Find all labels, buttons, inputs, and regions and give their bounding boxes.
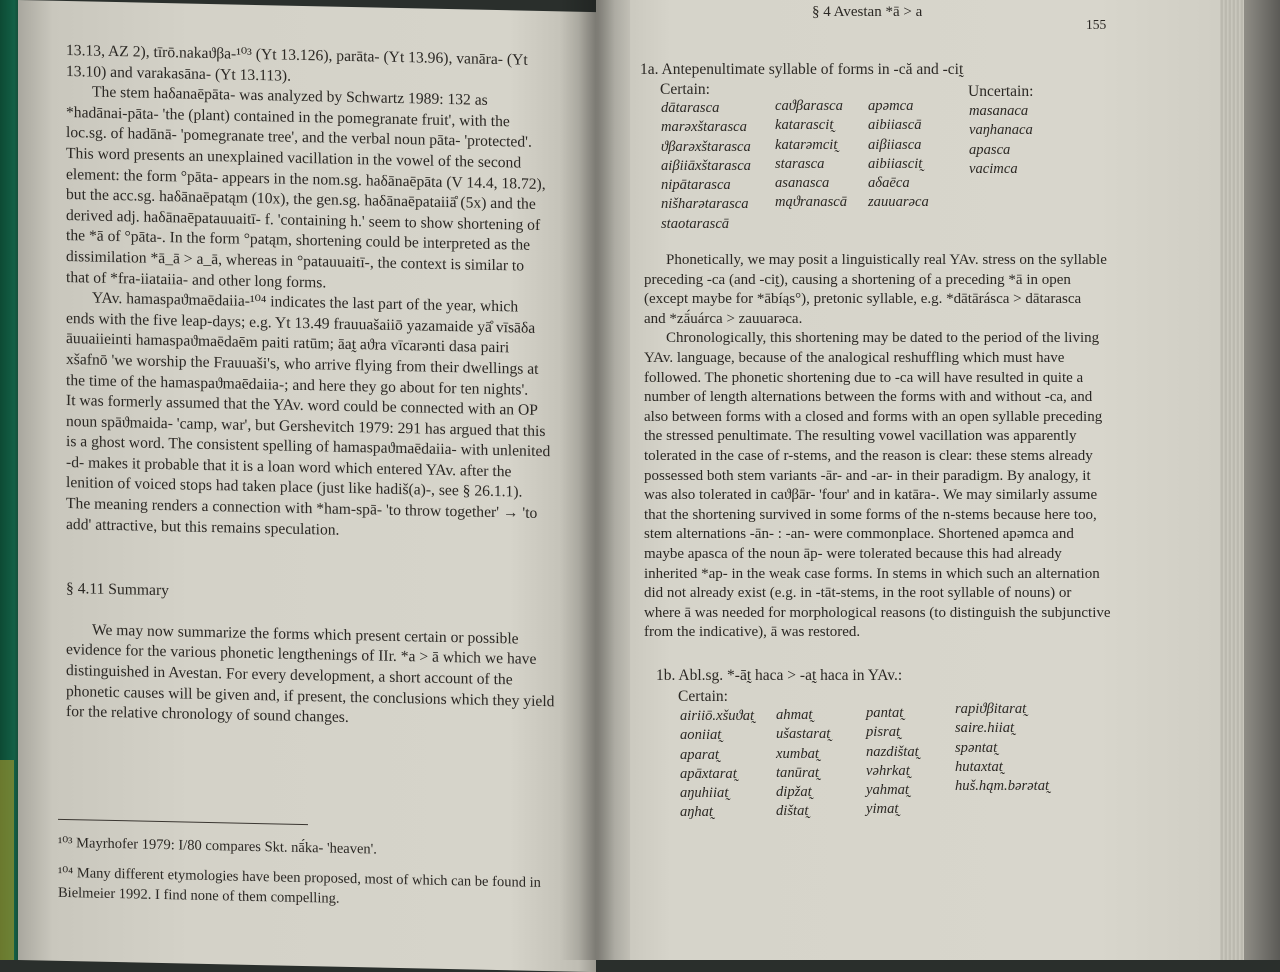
text-line: derived adj. haδānaēpatauuaitī- f. 'containing h.' seem to show shortening of	[66, 206, 541, 234]
text-line: phonetic causes will be given and, if present, the conclusions which they yield	[66, 682, 555, 710]
ablative-list-col3	[866, 704, 919, 820]
text-line: element: the form °pāta- appears in the nom.sg. haδānaēpāta (V 14.4, 18.72),	[66, 165, 546, 193]
word-form: nišharətarasca	[661, 196, 749, 213]
word-form: pantat̰	[866, 705, 904, 721]
certain-list-col2	[775, 97, 847, 213]
text-line: 13.10) and varakasāna- (Yt 13.113).	[66, 62, 292, 85]
word-form: apāxtarat̰	[680, 765, 737, 782]
word-form: ahmat̰	[776, 707, 813, 723]
page-number: 155	[1086, 17, 1107, 32]
text-line: We may now summarize the forms which present certain or possible	[92, 621, 519, 648]
text-line: number of length alternations between the forms with and without -ca, and	[644, 389, 1093, 406]
word-form: apəmca	[868, 98, 914, 114]
footnote-rule	[58, 819, 308, 825]
word-form: ϑβarəxštarasca	[661, 138, 751, 155]
running-head: § 4 Avestan *ā > a	[812, 4, 923, 20]
section-heading: § 4.11 Summary	[66, 580, 169, 600]
text-line: xšafnō 'we worship the Frauuaši's, who arrive flying from their dwellings at	[66, 350, 539, 378]
text-line: noun spāϑmaida- 'camp, war', but Gershevitch 1979: 291 has argued that this	[66, 412, 546, 440]
ablative-list-col1	[680, 707, 754, 823]
text-line: YAv. hamaspaϑmaēdaiia-¹⁰⁴ indicates the last part of the year, which	[92, 289, 519, 316]
certain-list-col1	[661, 99, 751, 234]
text-line: *hadānai-pāta- 'the (plant) contained in the pomegranate fruit', with the	[66, 103, 510, 131]
word-form: nazdištat̰	[866, 743, 919, 760]
word-form: pisrat̰	[866, 724, 901, 741]
word-form: dipžat̰	[776, 784, 812, 801]
ablative-list-col2	[776, 706, 830, 822]
text-line: tolerated in the case of r-stems, and the reason is clear: these stems already	[644, 447, 1093, 464]
text-line: This word presents an unexplained vacillation in the vowel of the second	[66, 144, 522, 172]
uncertain-list	[969, 102, 1033, 179]
text-line: ends with the five leap-days; e.g. Yt 13.49 frauuašaiiō yazamaide yā̊ vīsāδa	[66, 309, 536, 337]
word-form: aŋuhiiat̰	[680, 785, 729, 802]
text-line: the *ā of °pāta-. In the form °patąm, shortening could be interpreted as the	[66, 227, 531, 255]
text-line: that of *fra-iiataiia- and other long forms.	[66, 268, 327, 291]
word-form: airiiō.xšuϑat̰	[680, 708, 755, 724]
left-page	[18, 0, 596, 972]
uncertain-label: Uncertain:	[968, 83, 1034, 100]
word-form: mąϑranascā	[775, 194, 848, 211]
text-line: evidence for the various phonetic lengthenings of IIr. *a > ā which we have	[66, 641, 537, 669]
footnote-103: ¹⁰³ Mayrhofer 1979: I/80 compares Skt. nā́ka- 'heaven'.	[58, 834, 377, 858]
certain-label: Certain:	[660, 81, 710, 98]
word-form: dištat̰	[776, 803, 809, 820]
word-form: staotarascā	[661, 215, 730, 232]
text-line: It was formerly assumed that the YAv. word could be connected with an OP	[66, 392, 538, 419]
word-form: huš.hąm.bərətat̰	[955, 778, 1050, 795]
page-stack-edge	[1220, 0, 1280, 960]
text-line: that the shortening survived in some forms of the n-stems because here too,	[644, 506, 1097, 523]
text-line: stem alternations -ān- : -an- were commonplace. Shortened apəmca and	[644, 526, 1074, 543]
text-line: but the acc.sg. haδānaēpatąm (10x), the gen.sg. haδānaēpataiiā̊ (5x) and the	[66, 186, 536, 214]
text-line: loc.sg. of hadānā- 'pomegranate tree', and the verbal noun pāta- 'protected'.	[66, 124, 532, 152]
footnote-104-line: ¹⁰⁴ Many different etymologies have been proposed, most of which can be found in	[58, 864, 541, 891]
paragraph-phonetics	[644, 251, 1124, 643]
word-form: asanasca	[775, 175, 830, 192]
text-line: the stressed penultimate. The resulting vowel vacillation was apparently	[644, 428, 1077, 445]
text-line: did not already exist (e.g. in -tāt-stems, in the root syllable of nouns) or	[644, 585, 1072, 602]
word-form: xumbat̰	[776, 745, 819, 762]
word-form: tanūrat̰	[776, 764, 819, 781]
word-form: katarəmcit̰	[775, 136, 838, 153]
text-line: add' attractive, but this remains speculation.	[66, 515, 340, 539]
text-line: The stem haδanaēpāta- was analyzed by Schwartz 1989: 132 as	[92, 83, 488, 110]
word-form: rapiϑβitarat̰	[955, 701, 1027, 717]
word-form: aibiiascit̰	[868, 155, 923, 172]
word-form: dātarasca	[661, 100, 720, 116]
text-line: was also tolerated in caϑβār- 'four' and in katāra-. We may similarly assume	[644, 487, 1098, 504]
certain-label-1b: Certain:	[678, 688, 728, 705]
text-line: inherited *ap- in the weak case forms. In stems in which such an alternation	[644, 565, 1100, 582]
text-line: preceding -ca (and -cit̰), causing a shortening of a preceding *ā in open	[644, 271, 1071, 288]
text-line: -d- makes it probable that it is a loan word which entered YAv. after the	[66, 453, 512, 481]
word-form: aδaēca	[868, 175, 910, 192]
word-form: caϑβarasca	[775, 98, 843, 114]
footnote-104-line: Bielmeier 1992. I find none of them compelling.	[58, 884, 340, 907]
word-form: marəxštarasca	[661, 119, 747, 136]
heading-1b: 1b. Abl.sg. *-āt̰ haca > -at̰ haca in YAv.:	[656, 667, 903, 684]
text-line: followed. The phonetic shortening due to -ca will have resulted in quite a	[644, 369, 1084, 386]
text-line: The meaning renders a connection with *ham-spā- 'to throw together' → 'to	[66, 495, 538, 522]
word-form: hutaxtat̰	[955, 758, 1003, 775]
text-line: from the indicative), ā was restored.	[644, 624, 861, 641]
word-form: katarascit̰	[775, 117, 834, 134]
word-form: spəntat̰	[955, 739, 998, 756]
text-line: 13.13, AZ 2), tīrō.nakaϑβa-¹⁰³ (Yt 13.126), parāta- (Yt 13.96), vanāra- (Yt	[66, 42, 528, 69]
text-line: dissimilation *ā_ā > a_ā, whereas in °patauuaitī-, the context is similar to	[66, 247, 525, 275]
text-line: where ā was needed for morphological reasons (to distinguish the subjunctive	[644, 604, 1111, 621]
text-line: YAv. language, because of the analogical reshuffling which must have	[644, 349, 1065, 366]
word-form: apasca	[969, 141, 1011, 158]
text-line: and *zā́uárca > zauuarəca.	[644, 310, 803, 327]
text-line: for the relative chronology of sound changes.	[66, 703, 349, 727]
left-page-text	[66, 41, 582, 734]
word-form: nipātarasca	[661, 177, 731, 194]
ablative-list-col4	[955, 700, 1049, 796]
word-form: zauuarəca	[868, 194, 929, 211]
word-form: aibiiascā	[868, 117, 922, 134]
word-form: vaŋhanaca	[969, 122, 1033, 139]
word-form: yahmat̰	[866, 782, 909, 799]
word-form: ušastarat̰	[776, 726, 831, 743]
text-line: āuuaiieinti hamaspaϑmaēdaēm paiti ratūm; āat̰ aϑra vīcarənti dasa pairi	[66, 330, 510, 357]
word-form: aiβiiasca	[868, 136, 922, 153]
text-line: also between forms with a closed and forms with an open syllable preceding	[644, 408, 1103, 425]
word-form: yimat̰	[866, 801, 899, 818]
word-form: saire.hiiat̰	[955, 720, 1015, 737]
word-form: starasca	[775, 155, 825, 172]
text-line: Chronologically, this shortening may be dated to the period of the living	[666, 330, 1100, 347]
word-form: vacimca	[969, 160, 1018, 177]
text-line: is a ghost word. The consistent spelling of hamaspaϑmaēdaiia- with unlenited	[66, 433, 551, 461]
text-line: lenition of voiced stops had taken place (just like hadiš(a)-, see § 26.1.1).	[66, 474, 523, 502]
word-form: vəhrkat̰	[866, 762, 910, 779]
text-line: maybe apasca of the noun āp- were tolerated because this had already	[644, 545, 1062, 562]
word-form: aŋhat̰	[680, 804, 713, 821]
heading-1a: 1a. Antepenultimate syllable of forms in -că and -cit̰	[640, 61, 964, 78]
word-form: aoniiat̰	[680, 727, 722, 744]
text-line: possessed both stem variants -ār- and -ar- in their paradigm. By analogy, it	[644, 467, 1091, 484]
word-form: masanaca	[969, 103, 1029, 119]
word-form: aparat̰	[680, 746, 719, 763]
text-line: Phonetically, we may posit a linguistically real YAv. stress on the syllable	[666, 252, 1107, 268]
text-line: distinguished in Avestan. For every development, a short account of the	[66, 662, 513, 689]
text-line: (except maybe for *ābíąs°), pretonic syllable, e.g. *dātārásca > dātarasca	[644, 291, 1082, 308]
word-form: aiβiiāxštarasca	[661, 157, 751, 174]
text-line: the time of the hamaspaϑmaēdaiia-; and here they go about for ten nights'.	[66, 371, 529, 399]
certain-list-col3	[868, 97, 929, 213]
